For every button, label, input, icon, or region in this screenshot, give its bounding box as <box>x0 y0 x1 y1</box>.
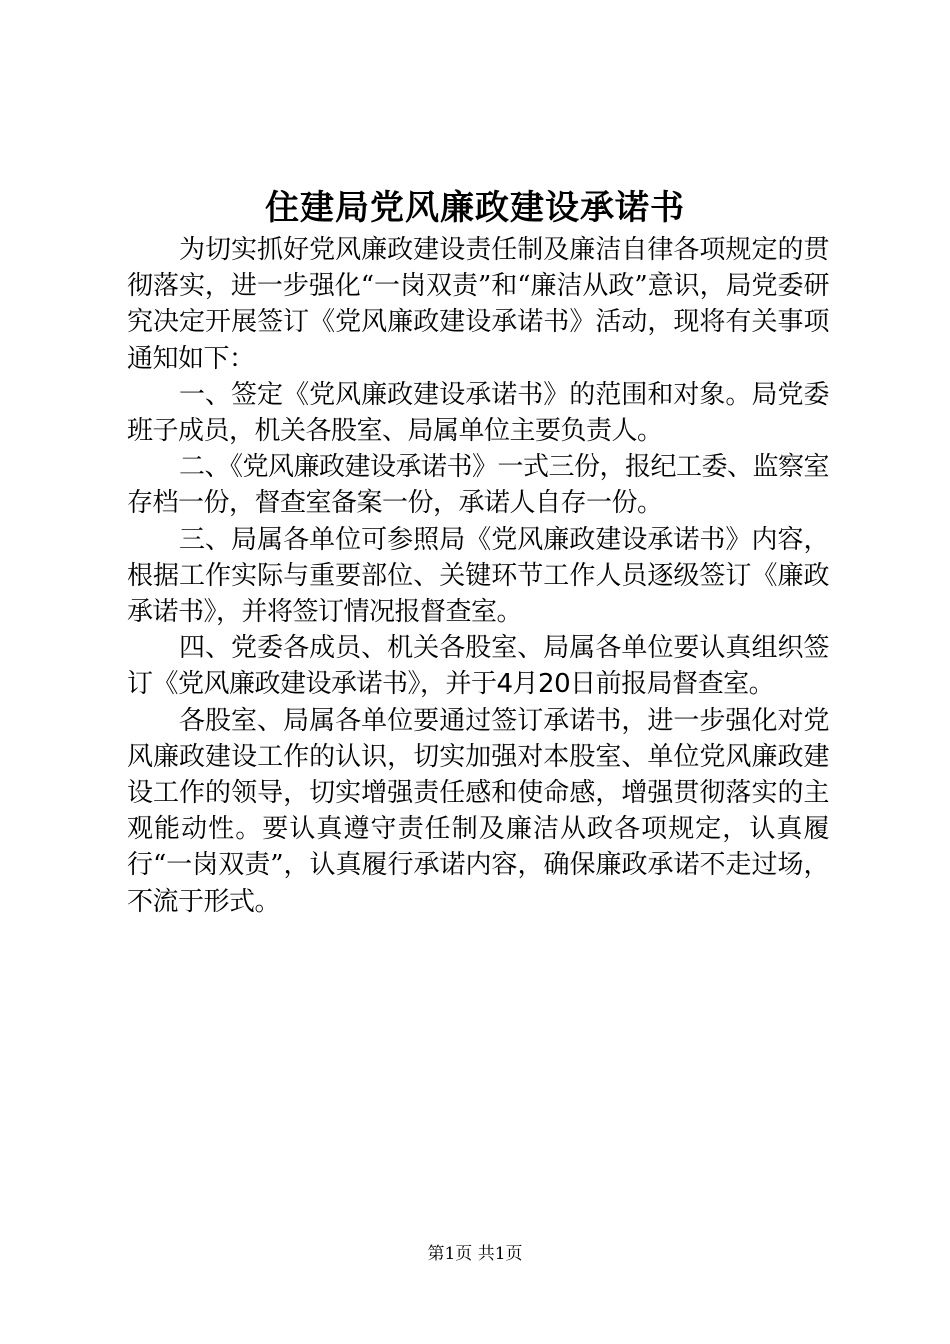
document-body <box>127 232 829 920</box>
paragraph-intro: 为切实抓好党风廉政建设责任制及廉洁自律各项规定的贯彻落实，进一步强化“一岗双责”和“廉洁从政”意识，局党委研究决定开展签订《党风廉政建设承诺书》活动，现将有关事项通知如下： <box>127 235 829 374</box>
paragraph-conclusion: 各股室、局属各单位要通过签订承诺书，进一步强化对党风廉政建设工作的认识，切实加强对本股室、单位党风廉政建设工作的领导，切实增强责任感和使命感，增强贯彻落实的主观能动性。要认真遵守责任制及廉洁从政各项规定，认真履行“一岗双责”，认真履行承诺内容，确保廉政承诺不走过场，不流于形式。 <box>127 705 829 917</box>
paragraph-item-3: 三、局属各单位可参照局《党风廉政建设承诺书》内容，根据工作实际与重要部位、关键环节工作人员逐级签订《廉政承诺书》，并将签订情况报督查室。 <box>127 524 829 628</box>
paragraph-item-1: 一、签定《党风廉政建设承诺书》的范围和对象。局党委班子成员，机关各股室、局属单位主要负责人。 <box>127 379 829 447</box>
page-footer: 第1页 共1页 <box>427 1244 523 1264</box>
paragraph-item-4: 四、党委各成员、机关各股室、局属各单位要认真组织签订《党风廉政建设承诺书》，并于4月20日前报局督查室。 <box>127 633 829 700</box>
paragraph-item-2: 二、《党风廉政建设承诺书》一式三份，报纪工委、监察室存档一份，督查室备案一份，承诺人自存一份。 <box>127 452 830 519</box>
document-title: 住建局党风廉政建设承诺书 <box>265 188 685 228</box>
